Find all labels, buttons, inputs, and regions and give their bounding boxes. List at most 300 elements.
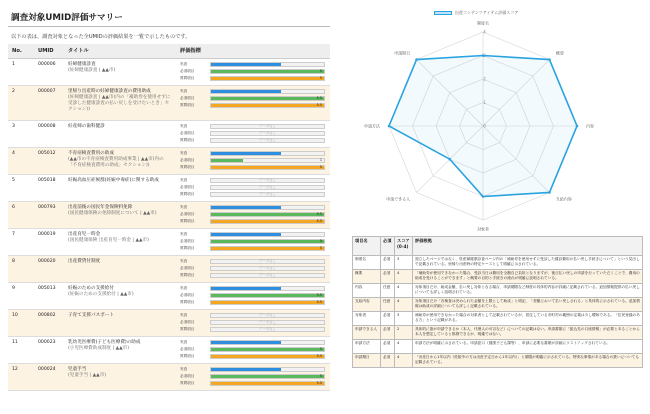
eval-req: 必須	[381, 256, 395, 270]
metric-bar-fill	[211, 152, 281, 155]
table-row[interactable]	[8, 336, 330, 363]
metric-label: 必須項目	[180, 292, 195, 297]
metric-bar-row	[180, 266, 326, 271]
eval-score: 4	[395, 298, 413, 312]
metric-bars	[180, 286, 326, 305]
metric-bar	[210, 313, 325, 318]
metric-bar-row	[180, 151, 326, 156]
row-metrics	[176, 174, 330, 201]
metric-bar-row	[180, 192, 326, 197]
metric-no-data: データなし	[259, 312, 276, 317]
metric-bar-fill	[211, 77, 324, 80]
row-title-cell	[64, 228, 176, 255]
radar-data-point	[415, 58, 418, 61]
eval-row	[353, 284, 643, 298]
table-header-row	[8, 44, 330, 58]
eval-row	[353, 312, 643, 326]
metric-bar	[210, 239, 325, 244]
eval-reason: 対象項目だけ「各検査は決められた金額を上限として助成」と明記、「差額において払い戻しされる」と具体的に示されている。追加情報は助成の詳細についても詳しく記載されている。	[413, 298, 643, 312]
metric-bar-row	[180, 131, 326, 136]
row-no: 6	[8, 201, 34, 228]
table-row[interactable]	[8, 147, 330, 174]
eval-score: 3	[395, 256, 413, 270]
row-subtitle: (児童手当 | ▲▲市)	[68, 372, 107, 378]
radar-series-line	[389, 56, 577, 197]
eval-item: 申請期日	[353, 354, 381, 368]
row-umid: 000023	[34, 336, 64, 363]
row-subtitle: (小児医療費助成制度 | ▲▲市)	[68, 345, 130, 351]
table-row[interactable]	[8, 282, 330, 309]
eval-item: 内容	[353, 284, 381, 298]
row-umid: 000024	[34, 363, 64, 390]
row-metrics	[176, 363, 330, 390]
row-umid: 005013	[34, 282, 64, 309]
metric-bar-fill	[211, 97, 324, 100]
metric-label: 質問項目	[180, 326, 195, 331]
metric-value: 5.5	[316, 380, 322, 385]
eval-reason: 対象項目だけ、助成金額、払い戻し対象となる場合、申請期限など制度の具体的内容が詳細に記載されている。追加情報提供の払い戻しについても詳しく説明されている。	[413, 284, 643, 298]
row-no: 4	[8, 147, 34, 174]
metric-bar	[210, 138, 325, 143]
metric-label: 実査	[180, 177, 188, 182]
eval-item: 申請方法	[353, 340, 381, 354]
metric-value: 5	[319, 238, 322, 243]
table-row[interactable]	[8, 85, 330, 120]
row-metrics	[176, 282, 330, 309]
metric-label: 質問項目	[180, 102, 195, 107]
radar-tick-label: 4	[483, 29, 486, 35]
metric-label: 必須項目	[180, 346, 195, 351]
row-no: 10	[8, 309, 34, 336]
page-title: 調査対象UMID評価サマリー	[8, 11, 330, 27]
row-title-cell	[64, 120, 176, 147]
metric-bar-row	[180, 293, 326, 298]
eval-req: 必須	[381, 354, 395, 368]
radar-axis-label: 概要	[555, 50, 564, 56]
row-title: 出産育児一時金	[68, 231, 101, 237]
metric-bar-row	[180, 124, 326, 129]
metric-label: 質問項目	[180, 137, 195, 142]
metric-label: 実査	[180, 204, 188, 209]
metric-bar-row	[180, 381, 326, 386]
metric-bars	[180, 367, 326, 386]
metric-label: 実査	[180, 61, 188, 66]
metric-bar	[210, 374, 325, 379]
metric-bar-row	[180, 62, 326, 67]
metric-bar	[210, 151, 325, 156]
metric-value: 5.5	[316, 299, 322, 304]
metric-no-data: データなし	[259, 319, 276, 324]
radar-data-point	[482, 54, 485, 57]
row-title-cell	[64, 255, 176, 282]
umid-summary-table	[8, 44, 330, 391]
metric-value: 1	[319, 157, 322, 162]
row-subtitle: (▲▲市の不育症検査費用助成事業 | ▲▲市(内の「不育症検査費用の助成」セクション))	[68, 156, 164, 168]
metric-bar-row	[180, 212, 326, 217]
row-title-cell	[64, 147, 176, 174]
table-row[interactable]	[8, 363, 330, 390]
metric-bar	[210, 219, 325, 224]
col-header-metrics: 評価指標	[176, 44, 330, 58]
eval-header-required: 必須	[381, 237, 395, 256]
metric-label: 質問項目	[180, 218, 195, 223]
table-row[interactable]	[8, 228, 330, 255]
table-row[interactable]	[8, 58, 330, 85]
page-description: 以下の表は、調査対象となった全UMIDの評価結果を一覧で示したものです。	[11, 34, 191, 40]
metric-bar-fill	[211, 90, 281, 93]
eval-score: 4	[395, 270, 413, 284]
metric-bar-fill	[211, 294, 324, 297]
row-subtitle: (国民健康保険 出産育児一時金 | ▲▲市)	[68, 237, 149, 243]
row-title: 不育症検査費用の助成	[68, 150, 114, 156]
metric-bar-row	[180, 178, 326, 183]
metric-no-data: データなし	[259, 265, 276, 270]
legend-label: 出産コンテンツアイテム評価スコア	[455, 10, 519, 15]
row-title: 妊婦健康診査	[68, 61, 96, 67]
metric-bar-row	[180, 76, 326, 81]
metric-bar-row	[180, 259, 326, 264]
metric-bar	[210, 273, 325, 278]
metric-bars	[180, 232, 326, 251]
row-title-cell	[64, 282, 176, 309]
metric-bars	[180, 178, 326, 197]
metric-no-data: データなし	[259, 123, 276, 128]
row-metrics	[176, 336, 330, 363]
metric-no-data: データなし	[259, 130, 276, 135]
metric-bars	[180, 124, 326, 143]
metric-value: 5	[319, 346, 322, 351]
metric-label: 必須項目	[180, 265, 195, 270]
metric-label: 必須項目	[180, 157, 195, 162]
row-metrics	[176, 228, 330, 255]
radar-axis-label: 内容	[586, 123, 594, 129]
metric-bar	[210, 293, 325, 298]
chart-legend	[434, 10, 518, 16]
eval-item: 対象者	[353, 312, 381, 326]
row-no: 11	[8, 336, 34, 363]
radar-axis-label: 対象者	[477, 226, 489, 232]
metric-label: 質問項目	[180, 299, 195, 304]
metric-bars	[180, 89, 326, 108]
metric-bar	[210, 347, 325, 352]
metric-bar-row	[180, 340, 326, 345]
radar-axis-label: 支給内容	[555, 196, 572, 202]
metric-value: 5	[319, 164, 322, 169]
metric-bar-row	[180, 327, 326, 332]
metric-bar-row	[180, 205, 326, 210]
table-row[interactable]	[8, 201, 330, 228]
metric-bar	[210, 246, 325, 251]
metric-bar-row	[180, 286, 326, 291]
metric-no-data: データなし	[259, 137, 276, 142]
metric-bar	[210, 192, 325, 197]
metric-label: 実査	[180, 285, 188, 290]
radar-axis-label: 申請方法	[364, 123, 380, 129]
row-title: 子育て支援パスポート	[68, 312, 114, 318]
metric-no-data: データなし	[259, 191, 276, 196]
row-metrics	[176, 85, 330, 120]
metric-bar-fill	[211, 368, 281, 371]
eval-row	[353, 270, 643, 284]
metric-label: 質問項目	[180, 245, 195, 250]
table-row[interactable]	[8, 255, 330, 282]
radar-data-point	[482, 195, 485, 198]
eval-reason: 具体的に誰が申請できるか（本人、代理人の可否など）についての記載はない。申請書類に「振込先の口座情報」が必要とあることから本人を想定していると推測できるが、明確ではない。	[413, 326, 643, 340]
row-title: 乳幼児医療費(子ども医療費)の助成	[68, 339, 141, 345]
row-metrics	[176, 120, 330, 147]
eval-item: 申請できる人	[353, 326, 381, 340]
metric-bar-row	[180, 367, 326, 372]
metric-bar	[210, 178, 325, 183]
metric-bar	[210, 69, 325, 74]
eval-header-item: 項目名	[353, 237, 381, 256]
metric-value: 5.5	[316, 292, 322, 297]
metric-bar	[210, 232, 325, 237]
metric-bar-fill	[211, 220, 324, 223]
metric-label: 必須項目	[180, 211, 195, 216]
metric-label: 必須項目	[180, 319, 195, 324]
metric-bar-row	[180, 158, 326, 163]
metric-label: 必須項目	[180, 373, 195, 378]
metric-label: 質問項目	[180, 191, 195, 196]
metric-bars	[180, 259, 326, 278]
metric-label: 質問項目	[180, 272, 195, 277]
metric-bar	[210, 327, 325, 332]
metric-label: 質問項目	[180, 353, 195, 358]
metric-label: 実査	[180, 366, 188, 371]
metric-bar-row	[180, 239, 326, 244]
metric-bar-row	[180, 103, 326, 108]
metric-bar	[210, 185, 325, 190]
row-umid: 000007	[34, 85, 64, 120]
row-metrics	[176, 58, 330, 85]
metric-no-data: データなし	[259, 184, 276, 189]
row-no: 9	[8, 282, 34, 309]
metric-bar	[210, 124, 325, 129]
metric-bars	[180, 340, 326, 359]
metric-bar-row	[180, 165, 326, 170]
metric-label: 必須項目	[180, 68, 195, 73]
row-metrics	[176, 147, 330, 174]
metric-bar	[210, 103, 325, 108]
eval-item: 支給内容	[353, 298, 381, 312]
metric-bar-row	[180, 273, 326, 278]
row-subtitle: (妊婦健康診査 | ▲▲市(内の「補助券を使用せずに受診した健康診査の払い戻しを受けたいとき」セクション))	[68, 94, 171, 113]
metric-no-data: データなし	[259, 272, 276, 277]
metric-bar-fill	[211, 206, 281, 209]
metric-label: 実査	[180, 231, 188, 236]
row-title-cell	[64, 174, 176, 201]
eval-score: 4	[395, 340, 413, 354]
metric-bar	[210, 266, 325, 271]
metric-label: 実査	[180, 258, 188, 263]
row-umid: 005018	[34, 174, 64, 201]
eval-req: 必須	[381, 270, 395, 284]
metric-bar-row	[180, 320, 326, 325]
metric-bars	[180, 62, 326, 81]
metric-bar	[210, 340, 325, 345]
metric-label: 質問項目	[180, 164, 195, 169]
metric-bar	[210, 76, 325, 81]
metric-no-data: データなし	[259, 326, 276, 331]
row-title-cell	[64, 58, 176, 85]
radar-data-point	[388, 125, 391, 128]
metric-bar	[210, 212, 325, 217]
row-no: 2	[8, 85, 34, 120]
metric-bar	[210, 354, 325, 359]
metric-bars	[180, 151, 326, 170]
row-title: 妊娠のための支援給付	[68, 285, 114, 291]
metric-label: 実査	[180, 339, 188, 344]
metric-value: 5.5	[316, 218, 322, 223]
row-metrics	[176, 309, 330, 336]
radar-chart	[352, 10, 647, 232]
metric-value: 5.5	[316, 211, 322, 216]
metric-bar-row	[180, 185, 326, 190]
metric-bar-fill	[211, 240, 324, 243]
col-header-umid: UMID	[34, 44, 64, 58]
row-umid: 000802	[34, 309, 64, 336]
metric-label: 実査	[180, 150, 188, 155]
metric-label: 必須項目	[180, 95, 195, 100]
radar-data-point	[448, 158, 451, 161]
metric-value: 5	[319, 75, 322, 80]
metric-bar-fill	[211, 355, 324, 358]
radar-axis-label: 申請期日	[394, 50, 411, 56]
eval-reason: 申請方法が明確に示されている。申請窓口（健康子ども課等）、申請に必要な書類が詳細にリストアップされている。	[413, 340, 643, 354]
metric-bar-fill	[211, 375, 324, 378]
metric-bar-fill	[211, 233, 281, 236]
metric-bar	[210, 381, 325, 386]
table-row[interactable]	[8, 174, 330, 201]
metric-bar-row	[180, 89, 326, 94]
eval-row	[353, 326, 643, 340]
metric-bar	[210, 300, 325, 305]
radar-data-point	[576, 125, 579, 128]
metric-bar-row	[180, 313, 326, 318]
row-title: 妊娠高血圧症候群(妊娠中毒症)に関する助成	[68, 177, 159, 183]
eval-reason: 「出産日から1年以内（妊娠中の方は出産予定日から1年以内）」と期限が明確に示されている。特別な事情がある場合の扱いについても記載されている。	[413, 354, 643, 368]
metric-bar-fill	[211, 213, 324, 216]
radar-data-point	[548, 58, 551, 61]
row-umid: 000006	[34, 58, 64, 85]
metric-label: 実査	[180, 88, 188, 93]
row-title-cell	[64, 309, 176, 336]
metric-value: 5	[319, 373, 322, 378]
metric-bars	[180, 313, 326, 332]
eval-row	[353, 354, 643, 368]
metric-bar-fill	[211, 159, 243, 162]
eval-header-row	[353, 237, 643, 256]
metric-bar-row	[180, 374, 326, 379]
row-title-cell	[64, 201, 176, 228]
metric-bar-row	[180, 96, 326, 101]
metric-bar	[210, 320, 325, 325]
row-subtitle: (国民健康保険の免除制度について | ▲▲市)	[68, 210, 157, 216]
row-umid: 000008	[34, 120, 64, 147]
eval-score: 3	[395, 312, 413, 326]
row-title-cell	[64, 363, 176, 390]
table-row[interactable]	[8, 309, 330, 336]
metric-value: 5.5	[316, 353, 322, 358]
row-title: 出産前後の国民年金保険料免除	[68, 204, 133, 210]
evaluation-table	[352, 236, 643, 368]
metric-bars	[180, 205, 326, 224]
radar-axis-label: 申請できる人	[386, 196, 411, 202]
metric-label: 必須項目	[180, 130, 195, 135]
metric-no-data: データなし	[259, 177, 276, 182]
metric-bar-fill	[211, 301, 324, 304]
eval-req: 任意	[381, 298, 395, 312]
radar-axis-label: 制度名	[477, 20, 489, 26]
metric-bar-row	[180, 219, 326, 224]
metric-bar-row	[180, 232, 326, 237]
metric-bar-row	[180, 354, 326, 359]
eval-reason: 「補助券が使用できなかった場合、受診当日は費用を全額自己負担となりますが、後日払い戻しの申請を行っていただくことで、費用の助成を受けることができます」と概要の目的と手続きの流れが明確に説明されている。	[413, 270, 643, 284]
col-header-no: No.	[8, 44, 34, 58]
metric-bar	[210, 62, 325, 67]
row-title: 児童手当	[68, 366, 87, 372]
row-title-cell	[64, 336, 176, 363]
row-title: 出産費貸付制度	[68, 258, 101, 264]
metric-bar	[210, 131, 325, 136]
eval-req: 必須	[381, 312, 395, 326]
metric-bar	[210, 89, 325, 94]
eval-header-reason: 評価根拠	[413, 237, 643, 256]
eval-item: 概要	[353, 270, 381, 284]
eval-reason: 独立したページではなく、妊産婦健康診査ページ内の「補助券を使用せずに受診した健診費用の払い戻し手続きについて」という見出しで記載されている。里帰り出産時の特定ケースとして明確に示されている。	[413, 256, 643, 270]
eval-req: 必須	[381, 326, 395, 340]
metric-bar	[210, 165, 325, 170]
row-umid: 000020	[34, 255, 64, 282]
radar-data-point	[548, 191, 551, 194]
row-title: 里帰り出産時の妊婦健康診査の費用助成	[68, 88, 151, 94]
metric-bar-fill	[211, 63, 281, 66]
row-no: 7	[8, 228, 34, 255]
metric-bar	[210, 286, 325, 291]
row-metrics	[176, 255, 330, 282]
metric-no-data: データなし	[259, 258, 276, 263]
radar-svg	[352, 10, 647, 232]
metric-value: 5.5	[316, 102, 322, 107]
metric-bar-fill	[211, 348, 324, 351]
metric-bar	[210, 96, 325, 101]
metric-label: 実査	[180, 123, 188, 128]
row-umid: 005012	[34, 147, 64, 174]
eval-score: 4	[395, 284, 413, 298]
metric-value: 5.5	[316, 95, 322, 100]
metric-bar-fill	[211, 247, 324, 250]
row-subtitle: (妊娠のための支援給付 | ▲▲市)	[68, 291, 134, 297]
metric-bar-fill	[211, 287, 281, 290]
eval-score: 2	[395, 326, 413, 340]
eval-score: 4	[395, 354, 413, 368]
eval-row	[353, 340, 643, 354]
eval-req: 任意	[381, 284, 395, 298]
table-row[interactable]	[8, 120, 330, 147]
metric-value: 5	[319, 68, 322, 73]
row-no: 8	[8, 255, 34, 282]
metric-bar-row	[180, 347, 326, 352]
metric-bar-fill	[211, 166, 324, 169]
metric-bar	[210, 158, 325, 163]
metric-label: 必須項目	[180, 184, 195, 189]
metric-bar-row	[180, 138, 326, 143]
eval-row	[353, 256, 643, 270]
row-title-cell	[64, 85, 176, 120]
row-no: 3	[8, 120, 34, 147]
metric-label: 質問項目	[180, 75, 195, 80]
